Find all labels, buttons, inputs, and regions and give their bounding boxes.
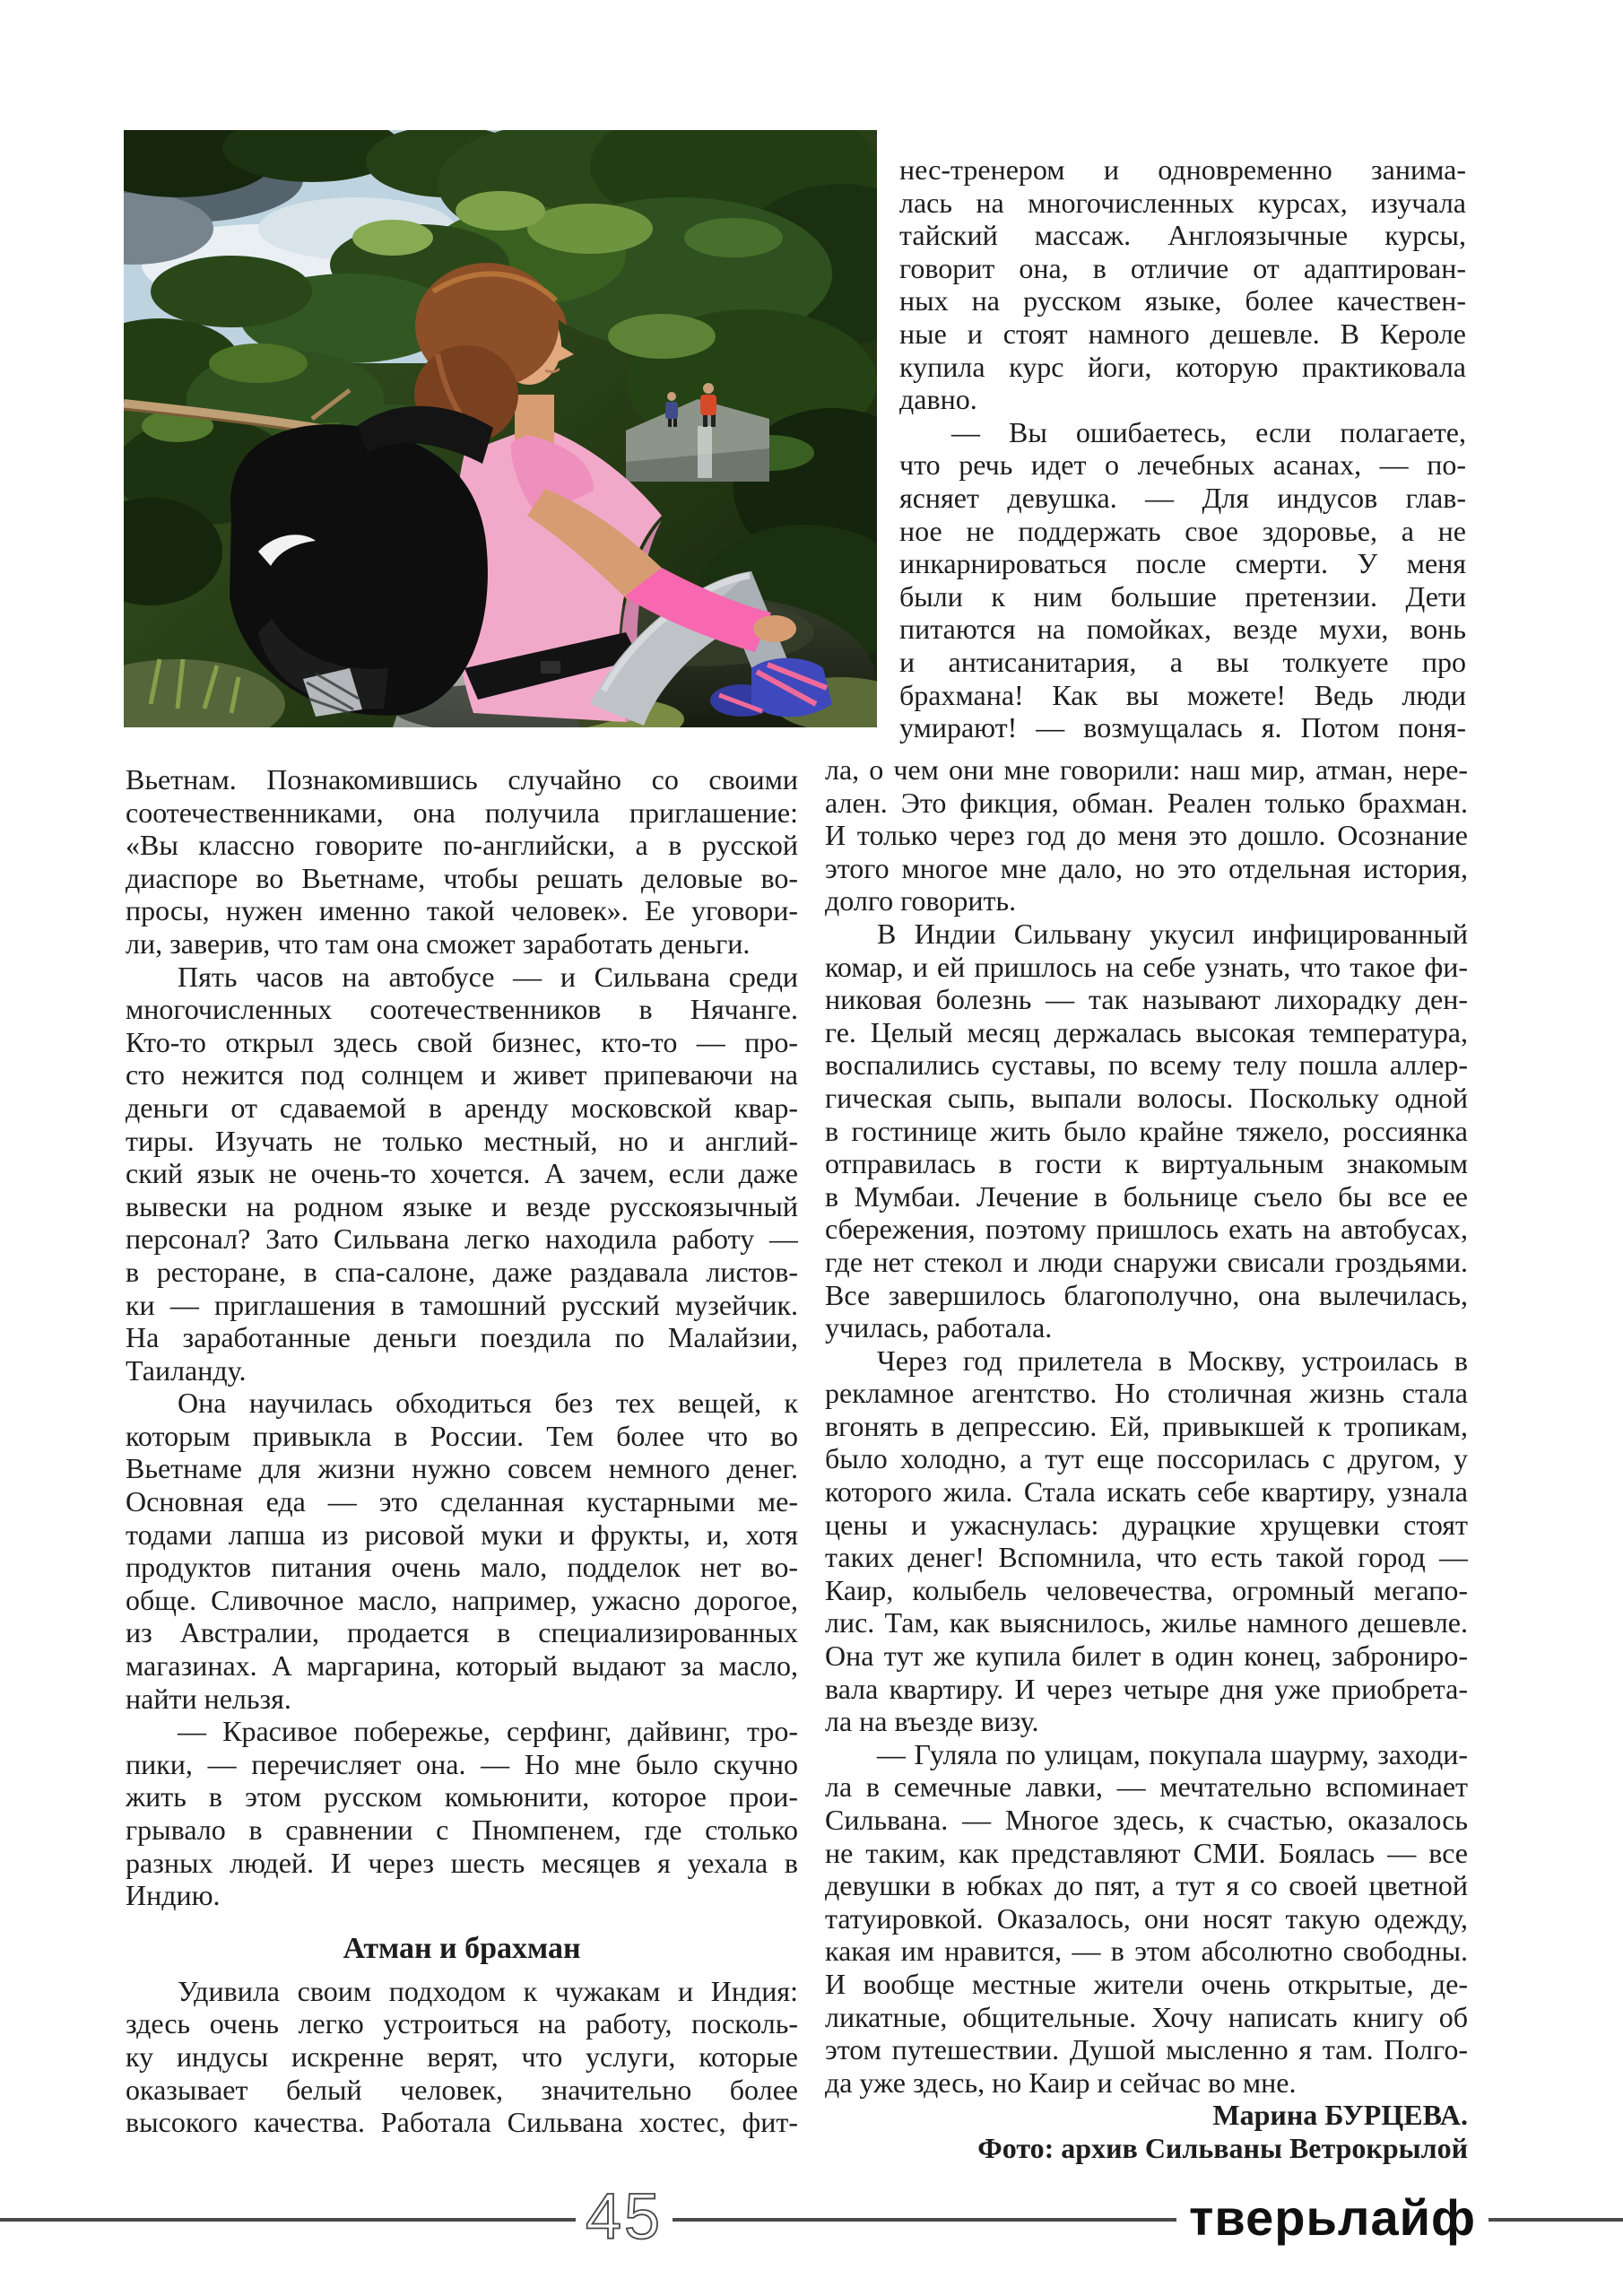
text-line: На заработанные деньги поездила по Малайзии, bbox=[126, 1321, 798, 1354]
text-line: Вьетнам. Познакомившись случайно со своими bbox=[126, 763, 798, 796]
text-line: умирают! — возмущалась я. Потом поня- bbox=[899, 711, 1466, 744]
text-line: тайский массаж. Англоязычные курсы, bbox=[899, 219, 1466, 252]
text-line: брахмана! Как вы можете! Ведь люди bbox=[899, 678, 1466, 711]
text-line: ге. Целый месяц держалась высокая температура, bbox=[825, 1015, 1468, 1048]
text-line: деньги от сдаваемой в аренду московской квар- bbox=[126, 1091, 798, 1124]
text-line: ные и стоят намного дешевле. В Кероле bbox=[899, 317, 1466, 350]
text-line: гическая сыпь, выпали волосы. Поскольку одной bbox=[825, 1081, 1468, 1114]
text-line: найти нельзя. bbox=[126, 1682, 291, 1715]
text-line: отправилась в гости к виртуальным знакомым bbox=[825, 1147, 1468, 1180]
right-column-top bbox=[899, 153, 1466, 744]
text-line: ку индусы искренне верят, что услуги, которые bbox=[126, 2039, 798, 2073]
text-line: вывески на родном языке и везде русскоязычный bbox=[126, 1189, 798, 1222]
text-line: воспалились суставы, по всему телу пошла аллер- bbox=[825, 1048, 1468, 1082]
text-line: — Гуляла по улицам, покупала шаурму, заходи- bbox=[877, 1737, 1468, 1770]
text-line: ский язык не очень-то хочется. А зачем, если даже bbox=[126, 1157, 798, 1190]
text-line: из Австралии, продается в специализированных bbox=[126, 1616, 798, 1649]
text-line: в Мумбаи. Лечение в больнице съело бы все ее bbox=[825, 1179, 1468, 1213]
text-line: ки — приглашения в тамошний русский музейчик. bbox=[126, 1288, 798, 1321]
text-line: Таиланду. bbox=[126, 1353, 247, 1387]
hand bbox=[753, 615, 796, 642]
text-line: В Индии Сильвану укусил инфицированный bbox=[877, 917, 1468, 950]
text-line: диаспоре во Вьетнаме, чтобы решать деловые во- bbox=[126, 861, 798, 894]
text-line: и антисанитария, а вы толкуете про bbox=[899, 645, 1466, 678]
text-line: долго говорить. bbox=[825, 884, 1017, 918]
text-line: училась, работала. bbox=[825, 1311, 1053, 1344]
text-line: не таким, как представляют СМИ. Боялась — все bbox=[825, 1836, 1468, 1869]
text-line: сто нежится под солнцем и живет припеваючи на bbox=[126, 1058, 798, 1091]
text-line: рекламное агентство. Но столичная жизнь стала bbox=[825, 1377, 1468, 1410]
text-line: Кто-то открыл здесь свой бизнес, кто-то — про- bbox=[126, 1025, 798, 1058]
text-line: оказывает белый человек, значительно более bbox=[126, 2073, 798, 2106]
text-line: Сильвана. — Многое здесь, к счастью, оказалось bbox=[825, 1804, 1468, 1836]
text-line: персонал? Зато Сильвана легко находила работу — bbox=[126, 1222, 798, 1256]
text-line: этого многое мне дало, но это отдельная история, bbox=[825, 851, 1468, 884]
text-line: здесь очень легко устроиться на работу, посколь- bbox=[126, 2007, 798, 2040]
text-line: купила курс йоги, которую практиковала bbox=[899, 350, 1466, 383]
text-line: ла, о чем они мне говорили: наш мир, атман, нере- bbox=[825, 753, 1468, 786]
text-line: говорит она, в отличие от адаптирован- bbox=[899, 251, 1466, 284]
text-line: Через год прилетела в Москву, устроилась в bbox=[877, 1344, 1468, 1377]
text-line: инкарнироваться после смерти. У меня bbox=[899, 547, 1466, 580]
text-line: питаются на помойках, везде мухи, вонь bbox=[899, 613, 1466, 646]
text-line: продуктов питания очень мало, подделок нет во- bbox=[126, 1551, 798, 1584]
text-line: комар, и ей пришлось на себе узнать, что такое фи- bbox=[825, 950, 1468, 983]
text-line: никовая болезнь — так называют лихорадку ден- bbox=[825, 983, 1468, 1016]
text-line: ных на русском языке, более качествен- bbox=[899, 284, 1466, 317]
text-line: Вьетнаме для жизни нужно совсем немного денег. bbox=[126, 1452, 798, 1485]
text-line: тодами лапша из рисовой муки и фрукты, и, хотя bbox=[126, 1518, 798, 1551]
text-line: жить в этом русском комьюнити, которое прои- bbox=[126, 1780, 798, 1813]
text-line: ясняет девушка. — Для индусов глав- bbox=[899, 481, 1466, 514]
text-line: вала квартиру. И через четыре дня уже приобрета- bbox=[825, 1672, 1468, 1705]
byline-line: Марина БУРЦЕВА. bbox=[1212, 2099, 1468, 2132]
text-line: грывало в сравнении с Пномпенем, где столько bbox=[126, 1813, 798, 1846]
page-number: 45 bbox=[576, 2179, 673, 2255]
text-line: нес-тренером и одновременно занима- bbox=[899, 153, 1466, 186]
text-line: цены и ужаснулась: дурацкие хрущевки стоят bbox=[825, 1508, 1468, 1541]
text-line: пики, — перечисляет она. — Но мне было скучно bbox=[126, 1747, 798, 1780]
text-line: ла на въезде визу. bbox=[825, 1705, 1039, 1738]
left-column bbox=[126, 763, 798, 2139]
text-line: Каир, колыбель человечества, огромный мегапо- bbox=[825, 1573, 1468, 1606]
text-line: девушки в юбках до пят, а тут я со своей цветной bbox=[825, 1869, 1468, 1902]
text-line: Основная еда — это сделанная кустарными ме- bbox=[126, 1485, 798, 1518]
text-line: в ресторане, в спа-салоне, даже раздавала листов- bbox=[126, 1255, 798, 1288]
article-photo-illustration bbox=[124, 130, 877, 727]
text-line: И вообще местные жители очень открытые, де- bbox=[825, 1967, 1468, 2000]
text-line: высокого качества. Работала Сильвана хостес, фит- bbox=[126, 2106, 798, 2139]
text-line: что речь идет о лечебных асанах, — по- bbox=[899, 448, 1466, 482]
text-line: Все завершилось благополучно, она вылечилась, bbox=[825, 1278, 1468, 1311]
text-line: ален. Это фикция, обман. Реален только брахман. bbox=[825, 786, 1468, 819]
text-line: было холодно, а тут еще поссорилась с другом, у bbox=[825, 1442, 1468, 1475]
text-line: татуировкой. Оказалось, они носят такую одежду, bbox=[825, 1901, 1468, 1935]
text-line: лис. Там, как выяснилось, жилье намного дешевле. bbox=[825, 1606, 1468, 1639]
text-line: соотечественниками, она получила приглашение: bbox=[126, 796, 798, 829]
text-line: многочисленных соотечественников в Нячанге. bbox=[126, 993, 798, 1026]
text-line: ное не поддержать свое здоровье, а не bbox=[899, 514, 1466, 547]
text-line: разных людей. И через шесть месяцев я уехала в bbox=[126, 1846, 798, 1879]
article-photo bbox=[124, 130, 877, 727]
buckle bbox=[541, 661, 560, 674]
text-line: Она научилась обходиться без тех вещей, к bbox=[178, 1387, 798, 1420]
text-line: тиры. Изучать не только местный, но и англий- bbox=[126, 1124, 798, 1157]
text-line: И только через год до меня это дошло. Осознание bbox=[825, 819, 1468, 852]
right-column-bottom bbox=[825, 753, 1468, 2165]
text-line: ла в семечные лавки, — мечтательно вспоминает bbox=[825, 1770, 1468, 1804]
text-line: какая им нравится, — в этом абсолютно свободны. bbox=[825, 1935, 1468, 1968]
text-line: — Вы ошибаетесь, если полагаете, bbox=[951, 415, 1466, 448]
text-line: ликатные, общительные. Хочу написать книгу об bbox=[825, 2000, 1468, 2033]
text-line: которого жила. Стала искать себе квартиру, узнала bbox=[825, 1475, 1468, 1509]
byline-line: Фото: архив Сильваны Ветрокрылой bbox=[977, 2131, 1468, 2164]
text-line: вгонять в депрессию. Ей, привыкшей к тропикам, bbox=[825, 1409, 1468, 1442]
text-line: обще. Сливочное масло, например, ужасно дорогое, bbox=[126, 1583, 798, 1616]
text-line: Она тут же купила билет в один конец, заброниро- bbox=[825, 1639, 1468, 1673]
brand-logo: тверьлайф bbox=[1176, 2188, 1488, 2248]
text-line: давно. bbox=[899, 383, 977, 416]
text-line: да уже здесь, но Каир и сейчас во мне. bbox=[825, 2066, 1297, 2099]
text-line: которым привыкла в России. Тем более что во bbox=[126, 1419, 798, 1452]
text-line: сбережения, поэтому пришлось ехать на автобусах, bbox=[825, 1213, 1468, 1246]
text-line: таких денег! Вспомнила, что есть такой город — bbox=[825, 1541, 1468, 1574]
text-line: этом путешествии. Душой мысленно я там. Полго- bbox=[825, 2033, 1468, 2066]
text-line: просы, нужен именно такой человек». Ее уговори- bbox=[126, 894, 798, 927]
text-line: были к ним большие претензии. Дети bbox=[899, 579, 1466, 613]
text-line: где нет стекол и люди снаружи свисали гроздьями. bbox=[825, 1245, 1468, 1278]
text-line: Удивила своим подходом к чужакам и Индия: bbox=[178, 1974, 798, 2007]
text-line: Пять часов на автобусе — и Сильвана среди bbox=[178, 960, 798, 993]
text-line: «Вы классно говорите по-английски, а в русской bbox=[126, 829, 798, 862]
text-line: ли, заверив, что там она сможет заработать деньги. bbox=[126, 926, 751, 960]
text-line: лась на многочисленных курсах, изучала bbox=[899, 186, 1466, 219]
text-line: — Красивое побережье, серфинг, дайвинг, тро- bbox=[178, 1715, 798, 1748]
text-line: магазинах. А маргарина, который выдают за масло, bbox=[126, 1649, 798, 1683]
section-heading: Атман и брахман bbox=[343, 1931, 581, 1965]
text-line: Индию. bbox=[126, 1879, 221, 1912]
text-line: в гостинице жить было крайне тяжело, россиянка bbox=[825, 1114, 1468, 1147]
